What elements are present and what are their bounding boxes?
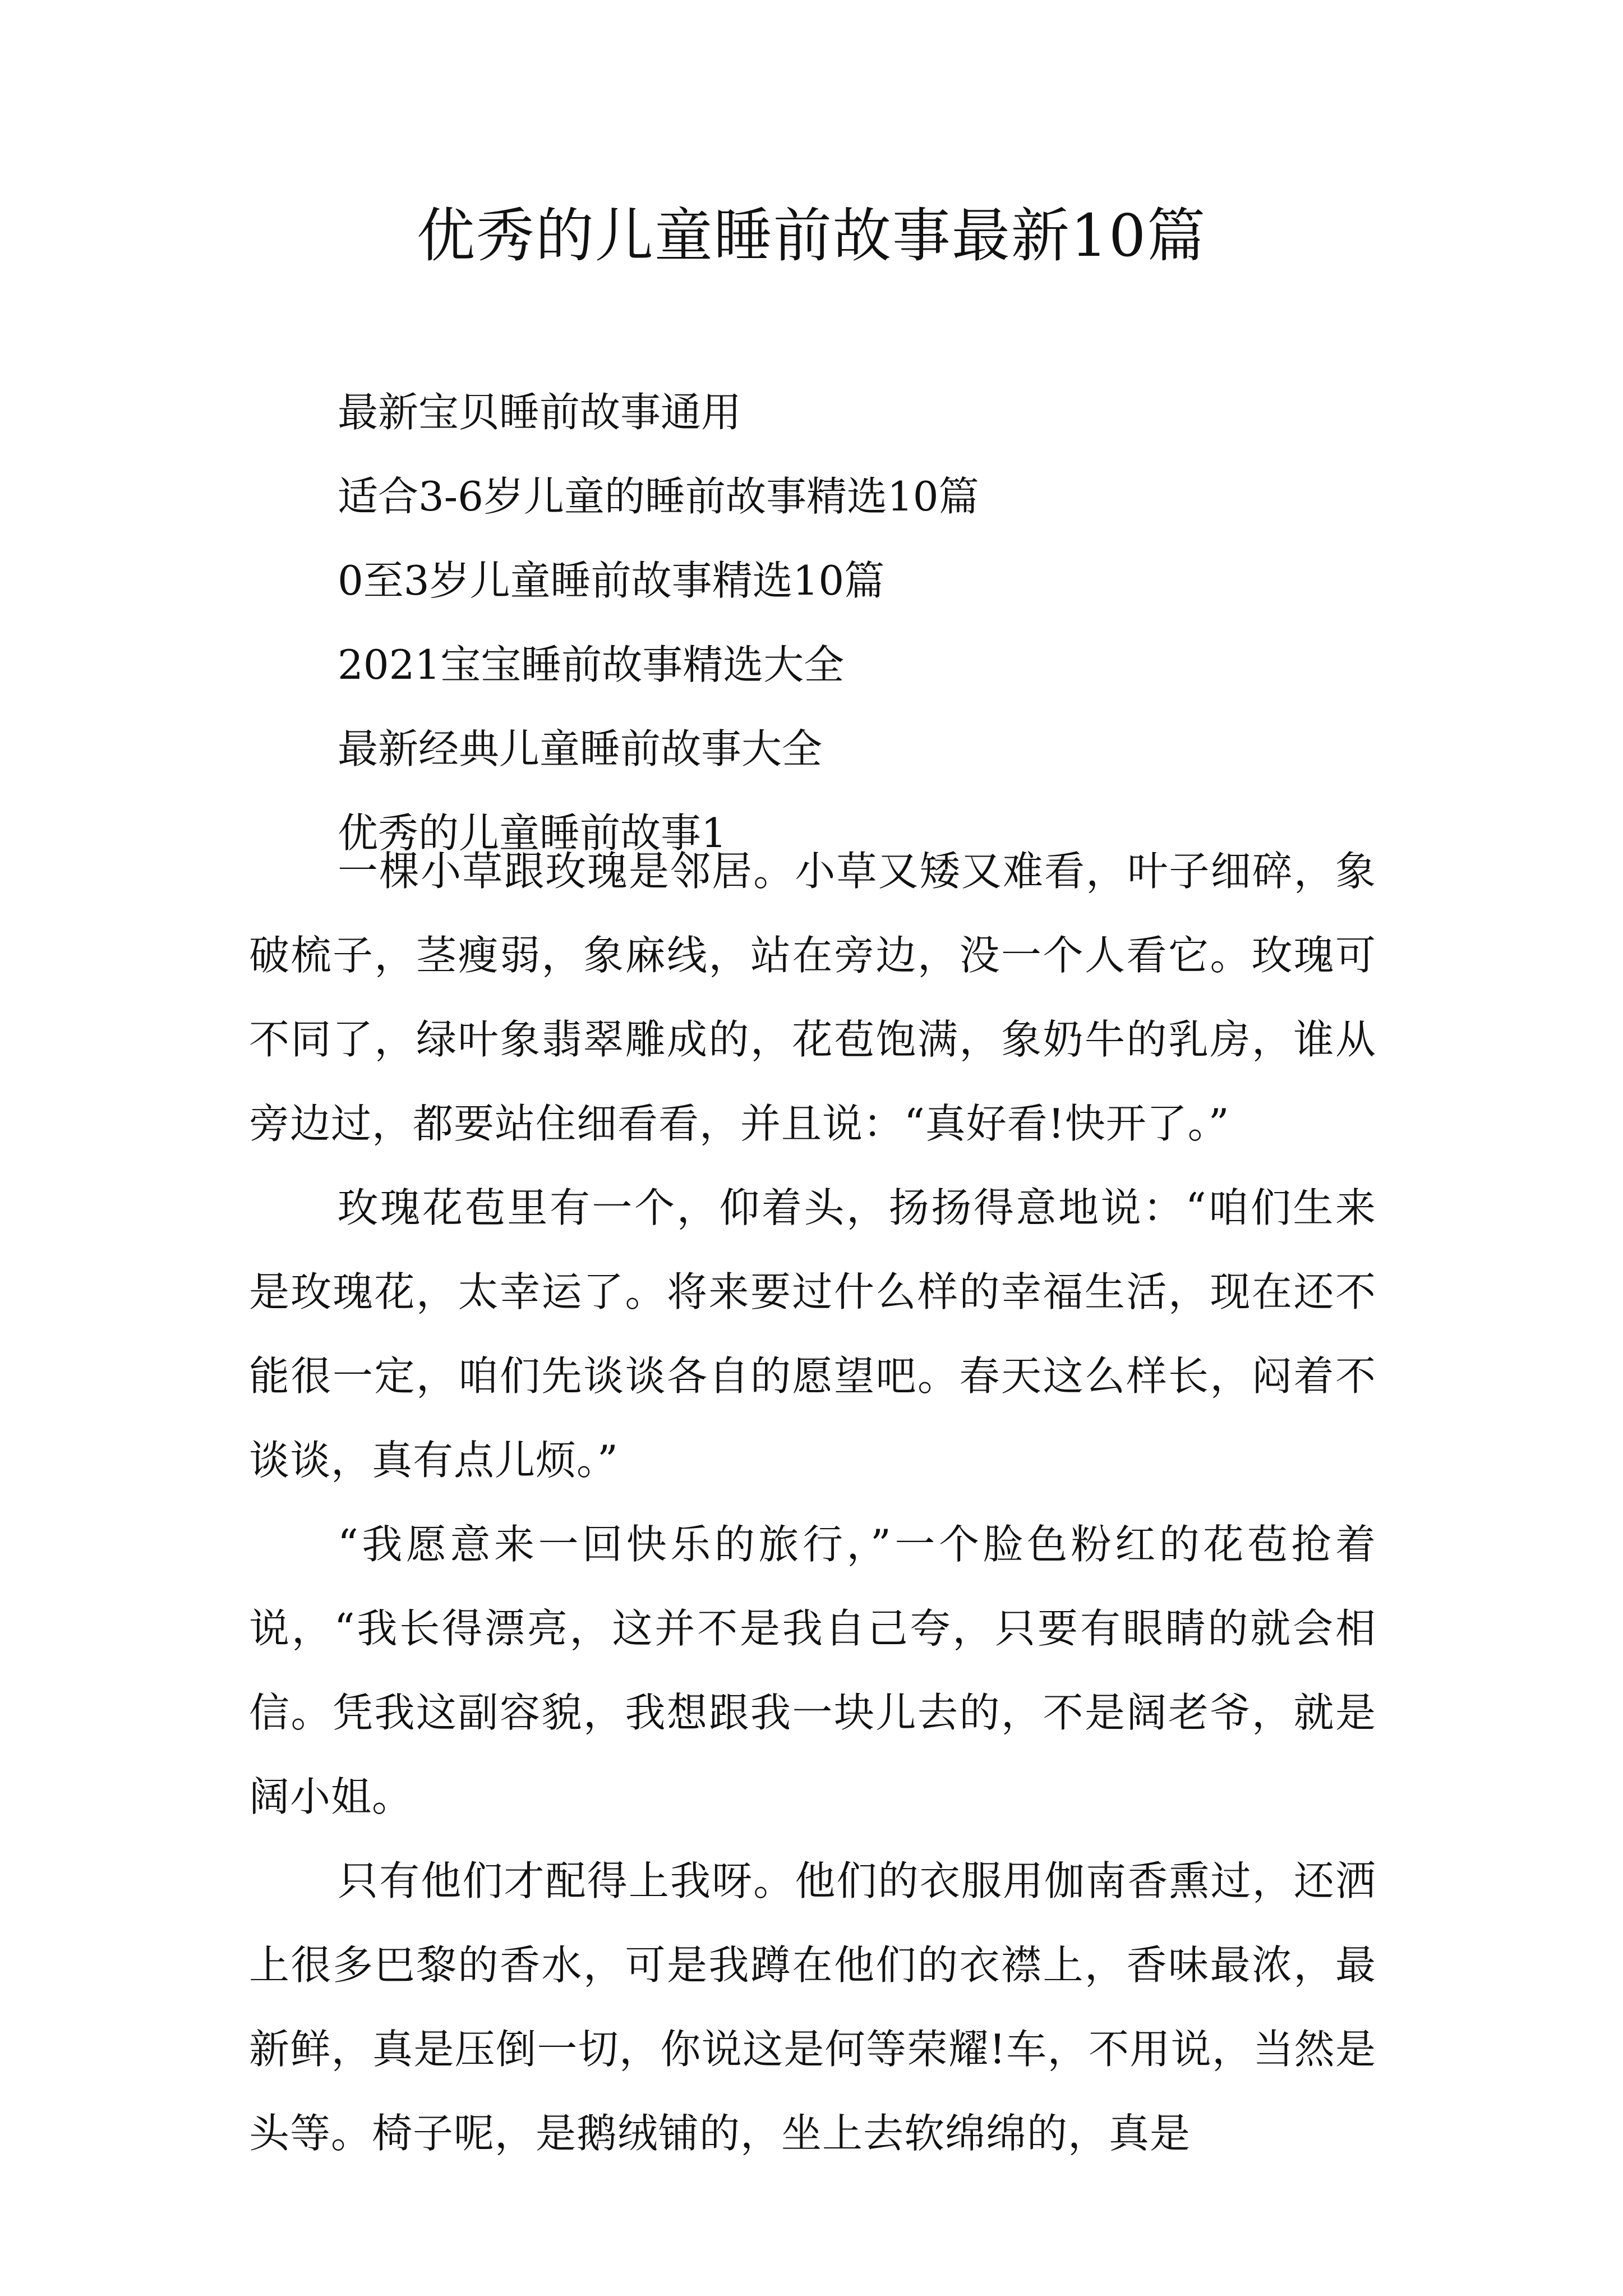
story-paragraph-4: 只有他们才配得上我呀。他们的衣服用伽南香熏过，还洒上很多巴黎的香水，可是我蹲在他们的衣襟上，香味最浓，最新鲜，真是压倒一切，你说这是何等荣耀!车，不用说，当然是头等。椅子呢，是鹅绒铺的，坐上去软绵绵的，真是 [249, 1857, 1376, 2157]
related-link-4[interactable]: 2021宝宝睡前故事精选大全 [338, 641, 845, 688]
story-heading: 优秀的儿童睡前故事1 [338, 809, 727, 857]
document-title: 优秀的儿童睡前故事最新10篇 [416, 201, 1207, 270]
related-link-1[interactable]: 最新宝贝睡前故事通用 [338, 389, 742, 436]
related-links-list [338, 370, 1403, 875]
story-body [249, 829, 1376, 2175]
related-link-3[interactable]: 0至3岁儿童睡前故事精选10篇 [338, 557, 885, 604]
story-paragraph-3: “我愿意来一回快乐的旅行，”一个脸色粉红的花苞抢着说，“我长得漂亮，这并不是我自己夸，只要有眼睛的就会相信。凭我这副容貌，我想跟我一块儿去的，不是阔老爷，就是阔小姐。 [249, 1521, 1376, 1820]
related-link-2[interactable]: 适合3-6岁儿童的睡前故事精选10篇 [338, 473, 979, 520]
related-link-5[interactable]: 最新经典儿童睡前故事大全 [338, 725, 823, 772]
story-paragraph-1: 一棵小草跟玫瑰是邻居。小草又矮又难看，叶子细碎，象破梳子，茎瘦弱，象麻线，站在旁边，没一个人看它。玫瑰可不同了，绿叶象翡翠雕成的，花苞饱满，象奶牛的乳房，谁从旁边过，都要站住细看看，并且说：“真好看!快开了。” [249, 848, 1376, 1147]
story-paragraph-2: 玫瑰花苞里有一个，仰着头，扬扬得意地说：“咱们生来是玫瑰花，太幸运了。将来要过什么样的幸福生活，现在还不能很一定，咱们先谈谈各自的愿望吧。春天这么样长，闷着不谈谈，真有点儿烦。” [249, 1184, 1376, 1484]
